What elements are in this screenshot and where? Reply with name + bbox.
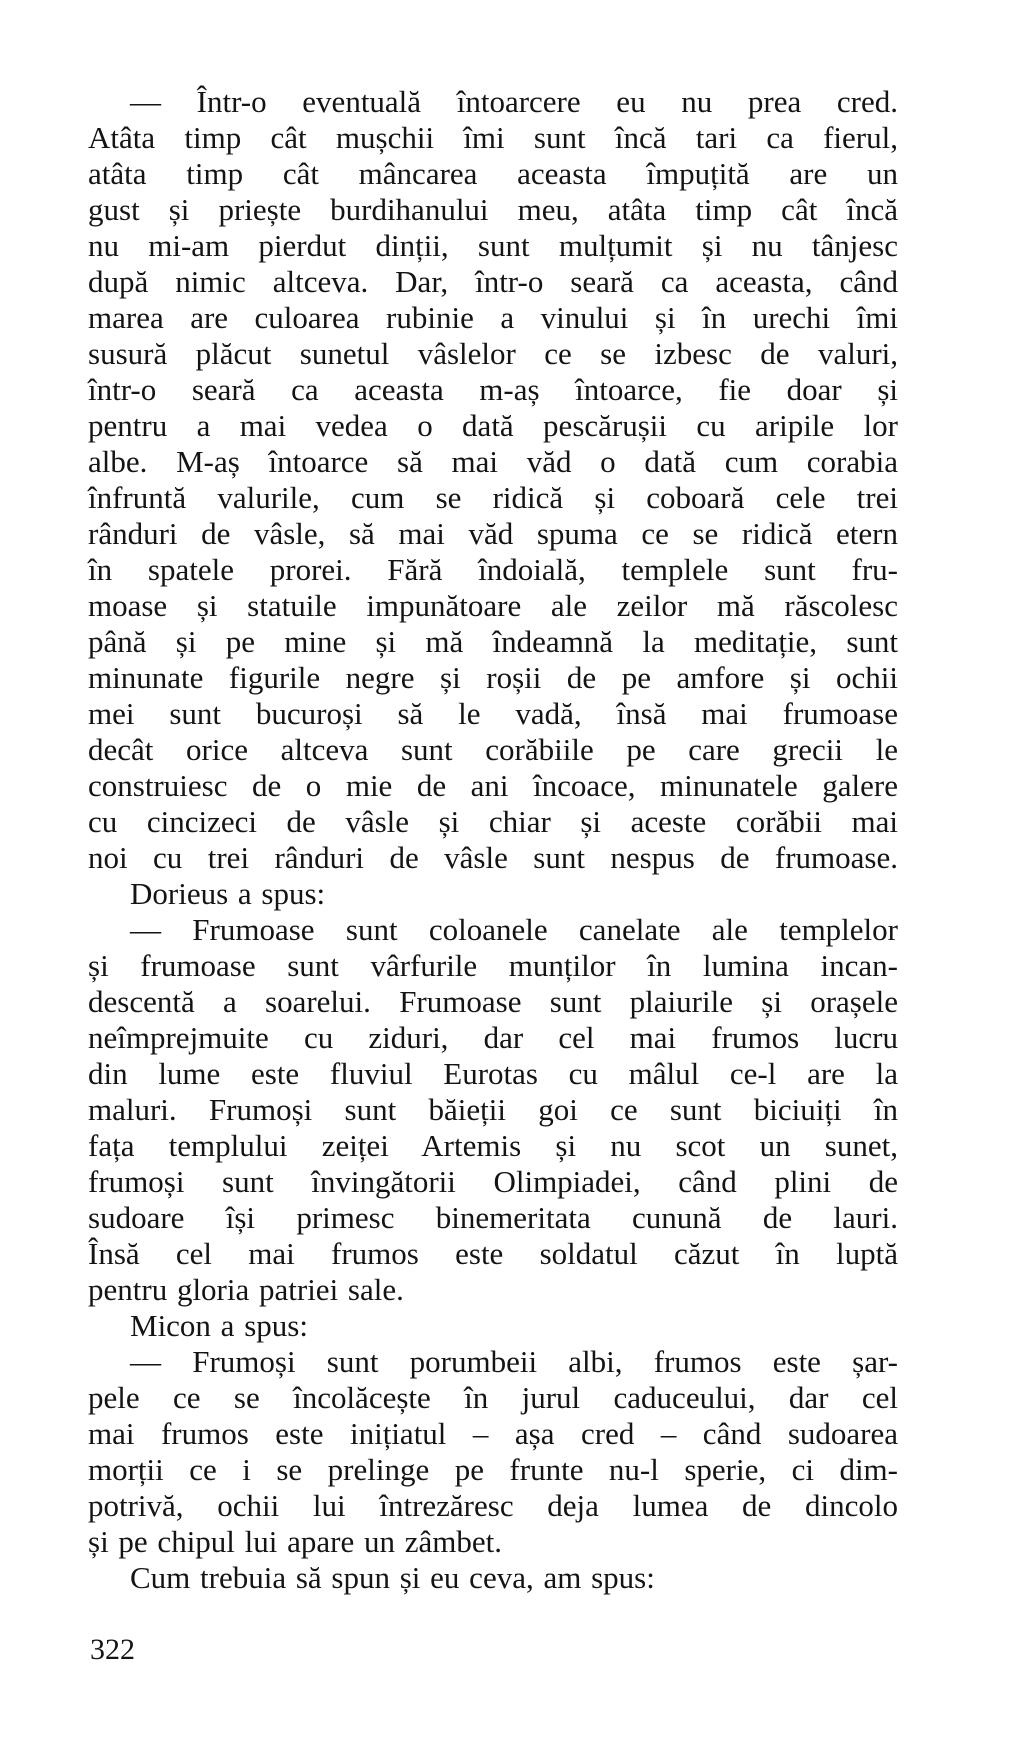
text-line: Dorieus a spus: [130, 876, 326, 911]
paragraph-narration-xenodotos [88, 84, 898, 876]
text-line: descentă a soarelui. Frumoase sunt plaiurile și orașele [88, 984, 898, 1019]
text-line: din lume este fluviul Eurotas cu mâlul ce-l are la [88, 1056, 898, 1091]
text-line: și pe chipul lui apare un zâmbet. [88, 1524, 503, 1559]
paragraph-narrator-transition [88, 1560, 898, 1596]
text-line: — Frumoși sunt porumbeii albi, frumos este șar- [130, 1344, 898, 1379]
text-line: rânduri de vâsle, să mai văd spuma ce se ridică etern [88, 516, 898, 551]
text-line: pentru a mai vedea o dată pescărușii cu aripile lor [88, 408, 898, 443]
paragraph-dorieus-intro [88, 876, 898, 912]
text-line: noi cu trei rânduri de vâsle sunt nespus de frumoase. [88, 840, 898, 875]
text-line: cu cincizeci de vâsle și chiar și aceste corăbii mai [88, 804, 898, 839]
page-number: 322 [90, 1633, 135, 1666]
text-line: pentru gloria patriei sale. [88, 1272, 404, 1307]
text-line: înfruntă valurile, cum se ridică și coboară cele trei [88, 480, 898, 515]
text-line: după nimic altceva. Dar, într-o seară ca aceasta, când [88, 264, 898, 299]
text-line: decât orice altceva sunt corăbiile pe care grecii le [88, 732, 898, 767]
page-text-block [88, 84, 898, 1596]
text-line: sudoare își primesc binemeritata cunună de lauri. [88, 1200, 898, 1235]
text-line: minunate figurile negre și roșii de pe amfore și ochii [88, 660, 898, 695]
text-line: fața templului zeiței Artemis și nu scot un sunet, [88, 1128, 898, 1163]
text-line: gust și priește burdihanului meu, atâta timp cât încă [88, 192, 898, 227]
text-line: neîmprejmuite cu ziduri, dar cel mai frumos lucru [88, 1020, 898, 1055]
text-line: maluri. Frumoși sunt băieții goi ce sunt biciuiți în [88, 1092, 898, 1127]
text-line: morții ce i se prelinge pe frunte nu-l sperie, ci dim- [88, 1452, 898, 1487]
text-line: Însă cel mai frumos este soldatul căzut în luptă [88, 1236, 898, 1271]
text-line: albe. M-aș întoarce să mai văd o dată cum corabia [88, 444, 898, 479]
text-line: — Frumoase sunt coloanele canelate ale templelor [130, 912, 898, 947]
text-line: pele ce se încolăcește în jurul caduceului, dar cel [88, 1380, 898, 1415]
text-line: într-o seară ca aceasta m-aș întoarce, fie doar și [88, 372, 898, 407]
text-line: în spatele prorei. Fără îndoială, templele sunt fru- [88, 552, 898, 587]
text-line: susură plăcut sunetul vâslelor ce se izbesc de valuri, [88, 336, 898, 371]
text-line: atâta timp cât mâncarea aceasta împuțită are un [88, 156, 898, 191]
paragraph-micon-intro [88, 1308, 898, 1344]
text-line: și frumoase sunt vârfurile munților în lumina incan- [88, 948, 898, 983]
text-line: până și pe mine și mă îndeamnă la meditație, sunt [88, 624, 898, 659]
text-line: Micon a spus: [130, 1308, 308, 1343]
text-line: nu mi-am pierdut dinții, sunt mulțumit și nu tânjesc [88, 228, 898, 263]
text-line: Cum trebuia să spun și eu ceva, am spus: [130, 1560, 655, 1595]
text-line: moase și statuile impunătoare ale zeilor mă răscolesc [88, 588, 898, 623]
paragraph-micon-speech [88, 1344, 898, 1560]
text-line: potrivă, ochii lui întrezăresc deja lumea de dincolo [88, 1488, 898, 1523]
text-line: frumoși sunt învingătorii Olimpiadei, când plini de [88, 1164, 898, 1199]
text-line: construiesc de o mie de ani încoace, minunatele galere [88, 768, 898, 803]
text-line: mei sunt bucuroși să le vadă, însă mai frumoase [88, 696, 898, 731]
text-line: mai frumos este inițiatul – așa cred – când sudoarea [88, 1416, 898, 1451]
paragraph-dorieus-speech [88, 912, 898, 1308]
text-line: Atâta timp cât mușchii îmi sunt încă tari ca fierul, [88, 120, 898, 155]
text-line: — Într-o eventuală întoarcere eu nu prea cred. [130, 84, 898, 119]
text-line: marea are culoarea rubinie a vinului și în urechi îmi [88, 300, 898, 335]
